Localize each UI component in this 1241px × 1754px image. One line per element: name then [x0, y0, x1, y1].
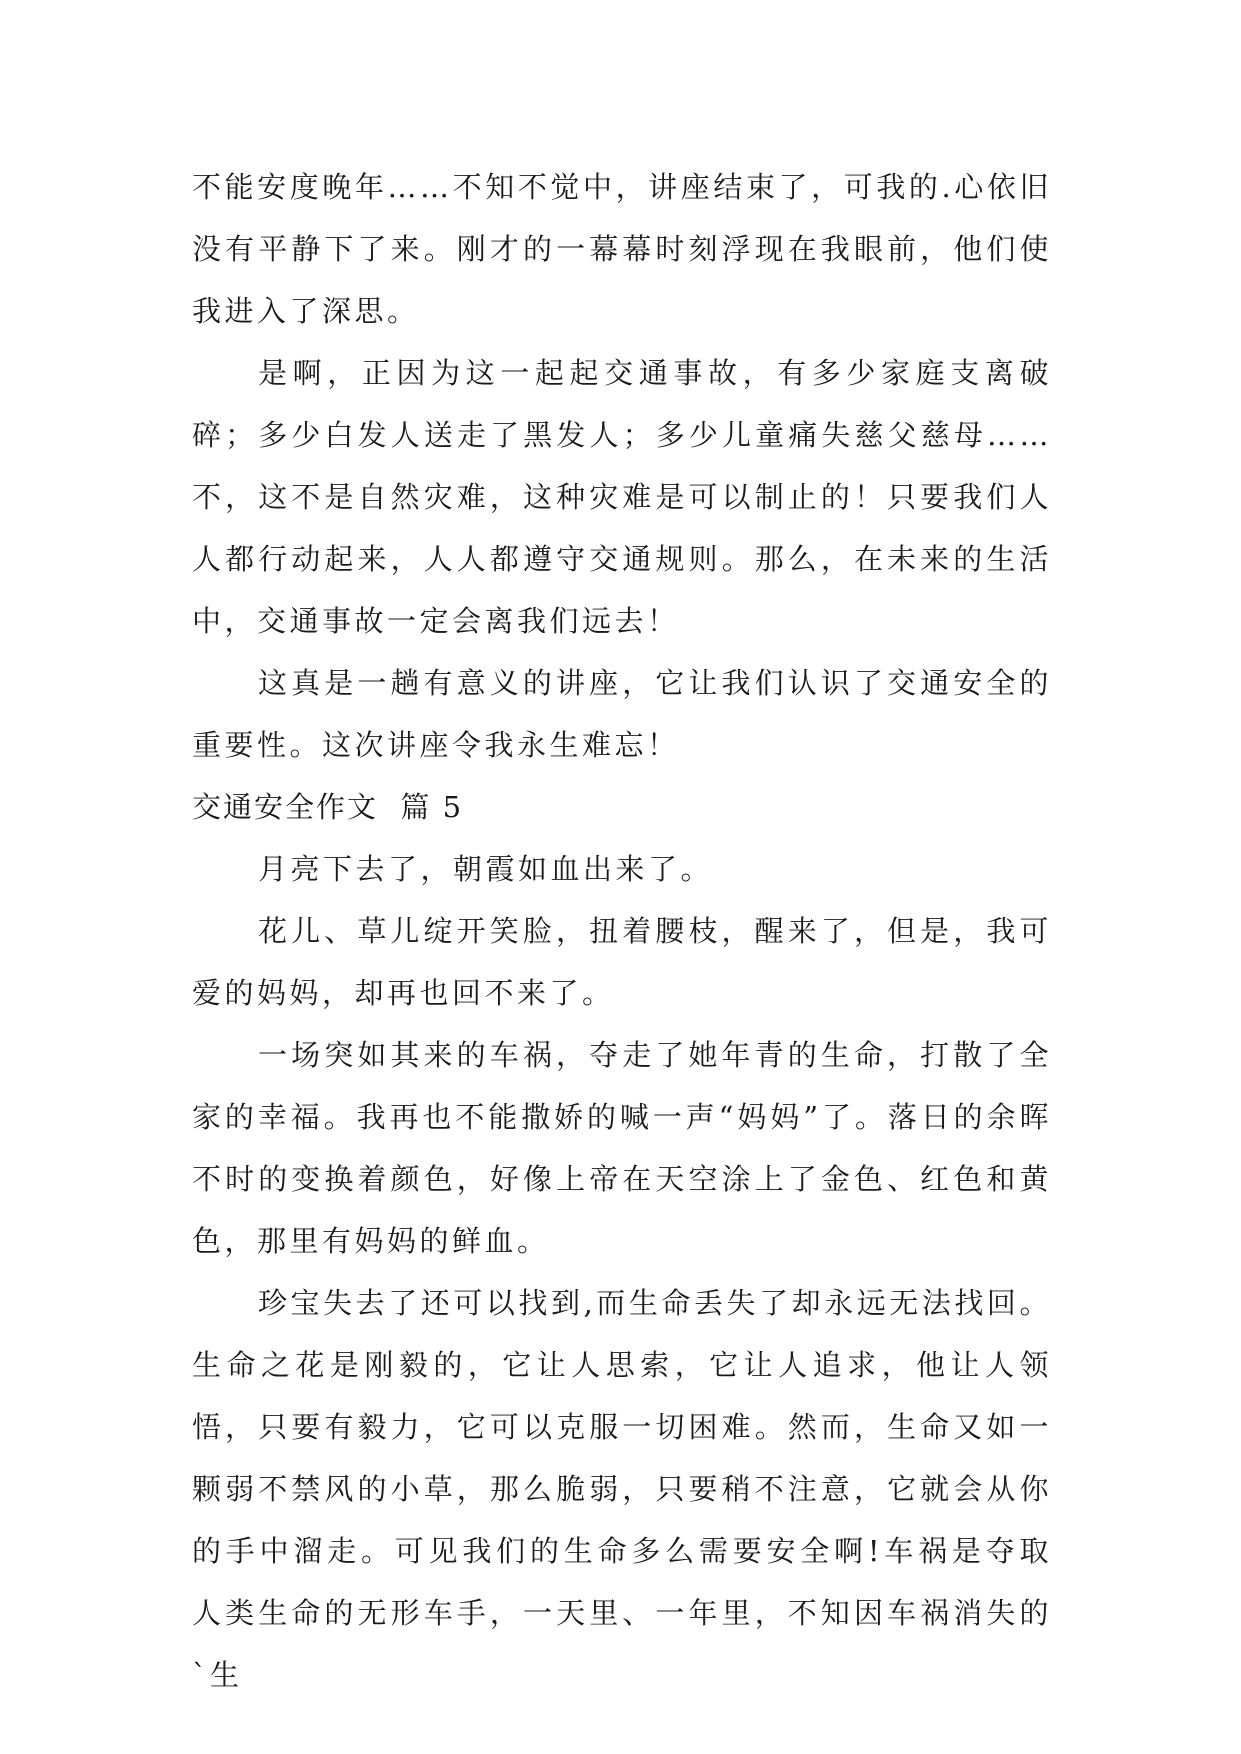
- paragraph-continued: 不能安度晚年……不知不觉中，讲座结束了，可我的.心依旧没有平静下了来。刚才的一幕幕时刻浮现在我眼前，他们使我进入了深思。: [192, 170, 1052, 328]
- paragraph: 珍宝失去了还可以找到,而生命丢失了却永远无法找回。生命之花是刚毅的，它让人思索，它让人追求，他让人领悟，只要有毅力，它可以克服一切困难。然而，生命又如一颗弱不禁风的小草，那么脆弱，只要稍不注意，它就会从你的手中溜走。可见我们的生命多么需要安全啊!车祸是夺取人类生命的无形车手，一天里、一年里，不知因车祸消失的`生: [192, 1286, 1052, 1692]
- paragraph: 月亮下去了，朝霞如血出来了。: [258, 852, 714, 886]
- document-body: [192, 156, 1052, 1706]
- paragraph: 是啊，正因为这一起起交通事故，有多少家庭支离破碎；多少白发人送走了黑发人；多少儿童痛失慈父慈母……不，这不是自然灾难，这种灾难是可以制止的！只要我们人人都行动起来，人人都遵守交通规则。那么，在未来的生活中，交通事故一定会离我们远去！: [192, 356, 1052, 638]
- section-heading: 交通安全作文 篇 5: [192, 790, 464, 824]
- paragraph: 花儿、草儿绽开笑脸，扭着腰枝，醒来了，但是，我可爱的妈妈，却再也回不来了。: [192, 914, 1052, 1010]
- paragraph: 一场突如其来的车祸，夺走了她年青的生命，打散了全家的幸福。我再也不能撒娇的喊一声“妈妈”了。落日的余晖不时的变换着颜色，好像上帝在天空涂上了金色、红色和黄色，那里有妈妈的鲜血。: [192, 1038, 1052, 1258]
- paragraph: 这真是一趟有意义的讲座，它让我们认识了交通安全的重要性。这次讲座令我永生难忘！: [192, 666, 1052, 762]
